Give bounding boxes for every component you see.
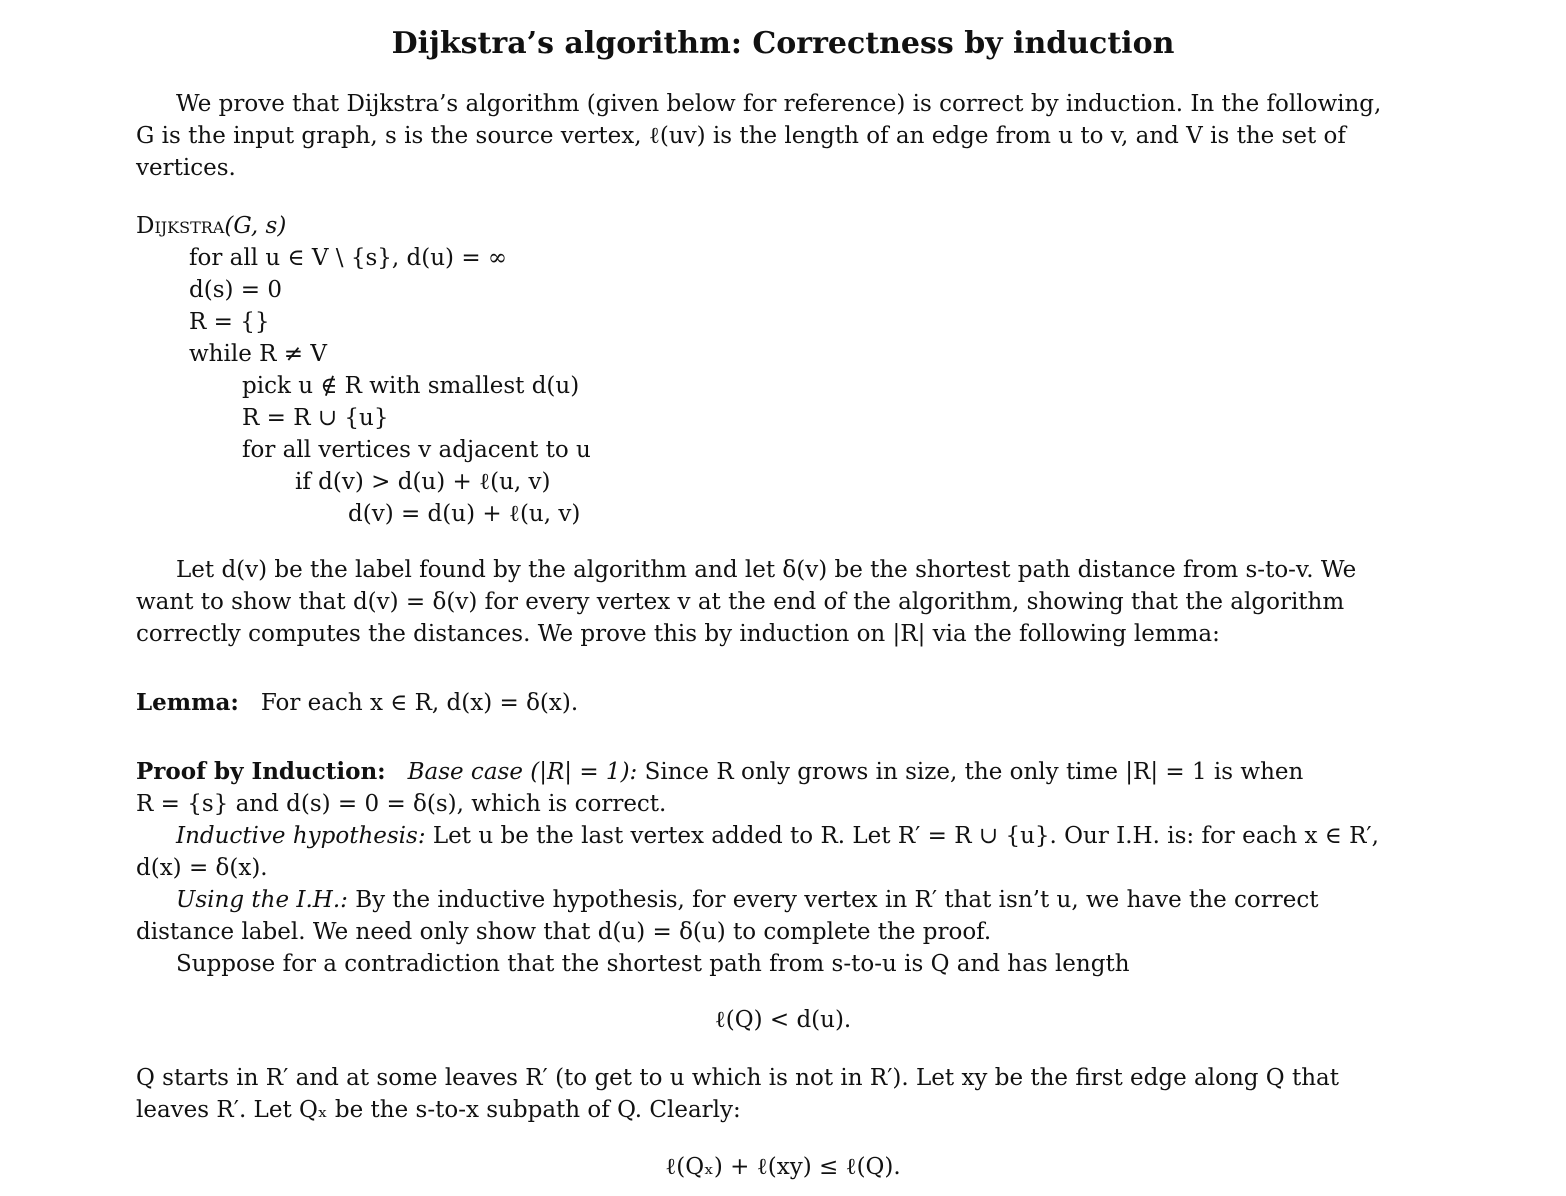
algorithm-line: while R ≠ V bbox=[189, 341, 327, 367]
using-ih-line-1 bbox=[136, 884, 1383, 916]
algorithm-line: for all vertices v adjacent to u bbox=[242, 437, 591, 463]
suppose-line: Suppose for a contradiction that the shortest path from s-to-u is Q and has length bbox=[176, 951, 1130, 977]
using-ih-label: Using the I.H.: bbox=[176, 887, 348, 913]
ih-label: Inductive hypothesis: bbox=[176, 823, 426, 849]
ih-line-2: d(x) = δ(x). bbox=[136, 855, 268, 881]
ih-text: Let u be the last vertex added to R. Let R′ = R ∪ {u}. Our I.H. is: for each x ∈ R′, bbox=[432, 823, 1379, 849]
algorithm-line: for all u ∈ V \ {s}, d(u) = ∞ bbox=[189, 245, 508, 271]
subpath-line-1: Q starts in R′ and at some leaves R′ (to get to u which is not in R′). Let xy be the first edge along Q that bbox=[136, 1065, 1339, 1091]
algorithm-header bbox=[136, 210, 591, 242]
algorithm-line: R = R ∪ {u} bbox=[242, 405, 389, 431]
subpath-paragraph bbox=[136, 1062, 1383, 1126]
algorithm-line: d(v) = d(u) + ℓ(u, v) bbox=[348, 501, 581, 527]
intro-line-3: vertices. bbox=[136, 155, 236, 181]
algorithm-line: if d(v) > d(u) + ℓ(u, v) bbox=[295, 469, 551, 495]
algorithm-line: pick u ∉ R with smallest d(u) bbox=[242, 373, 580, 399]
algorithm-line: R = {} bbox=[189, 309, 270, 335]
algorithm-line: d(s) = 0 bbox=[189, 277, 282, 303]
page-title: Dijkstra’s algorithm: Correctness by induction bbox=[391, 26, 1175, 61]
definition-paragraph bbox=[136, 554, 1383, 650]
lemma-text: For each x ∈ R, d(x) = δ(x). bbox=[260, 690, 579, 716]
base-case-label: Base case (|R| = 1): bbox=[407, 759, 638, 785]
definition-line-2: want to show that d(v) = δ(v) for every vertex v at the end of the algorithm, showing that the algorithm bbox=[136, 589, 1345, 615]
intro-line-2: G is the input graph, s is the source vertex, ℓ(uv) is the length of an edge from u to v, and V is the set of bbox=[136, 123, 1346, 149]
proof-line-1 bbox=[136, 756, 1383, 788]
definition-line-3: correctly computes the distances. We prove this by induction on |R| via the following lemma: bbox=[136, 621, 1220, 647]
base-case-line-2: R = {s} and d(s) = 0 = δ(s), which is correct. bbox=[136, 791, 667, 817]
base-case-text: Since R only grows in size, the only time |R| = 1 is when bbox=[644, 759, 1304, 785]
intro-line-1: We prove that Dijkstra’s algorithm (given below for reference) is correct by induction. In the following, bbox=[176, 91, 1382, 117]
intro-paragraph bbox=[136, 88, 1383, 184]
algorithm-name: Dijkstra bbox=[136, 213, 225, 239]
using-ih-text: By the inductive hypothesis, for every vertex in R′ that isn’t u, we have the correct bbox=[355, 887, 1319, 913]
proof-block bbox=[136, 756, 1383, 980]
lemma-label: Lemma: bbox=[136, 689, 239, 716]
equation-1: ℓ(Q) < d(u). bbox=[714, 1007, 852, 1033]
algorithm-args: (G, s) bbox=[224, 213, 287, 239]
ih-line-1 bbox=[136, 820, 1383, 852]
lemma-statement bbox=[136, 687, 1383, 719]
equation-2: ℓ(Qₓ) + ℓ(xy) ≤ ℓ(Q). bbox=[665, 1154, 901, 1180]
definition-line-1: Let d(v) be the label found by the algorithm and let δ(v) be the shortest path distance from s-to-v. We bbox=[176, 557, 1357, 583]
using-ih-line-2: distance label. We need only show that d(u) = δ(u) to complete the proof. bbox=[136, 919, 992, 945]
algorithm-block bbox=[136, 210, 591, 530]
proof-label: Proof by Induction: bbox=[136, 758, 386, 785]
subpath-line-2: leaves R′. Let Qₓ be the s-to-x subpath of Q. Clearly: bbox=[136, 1097, 741, 1123]
